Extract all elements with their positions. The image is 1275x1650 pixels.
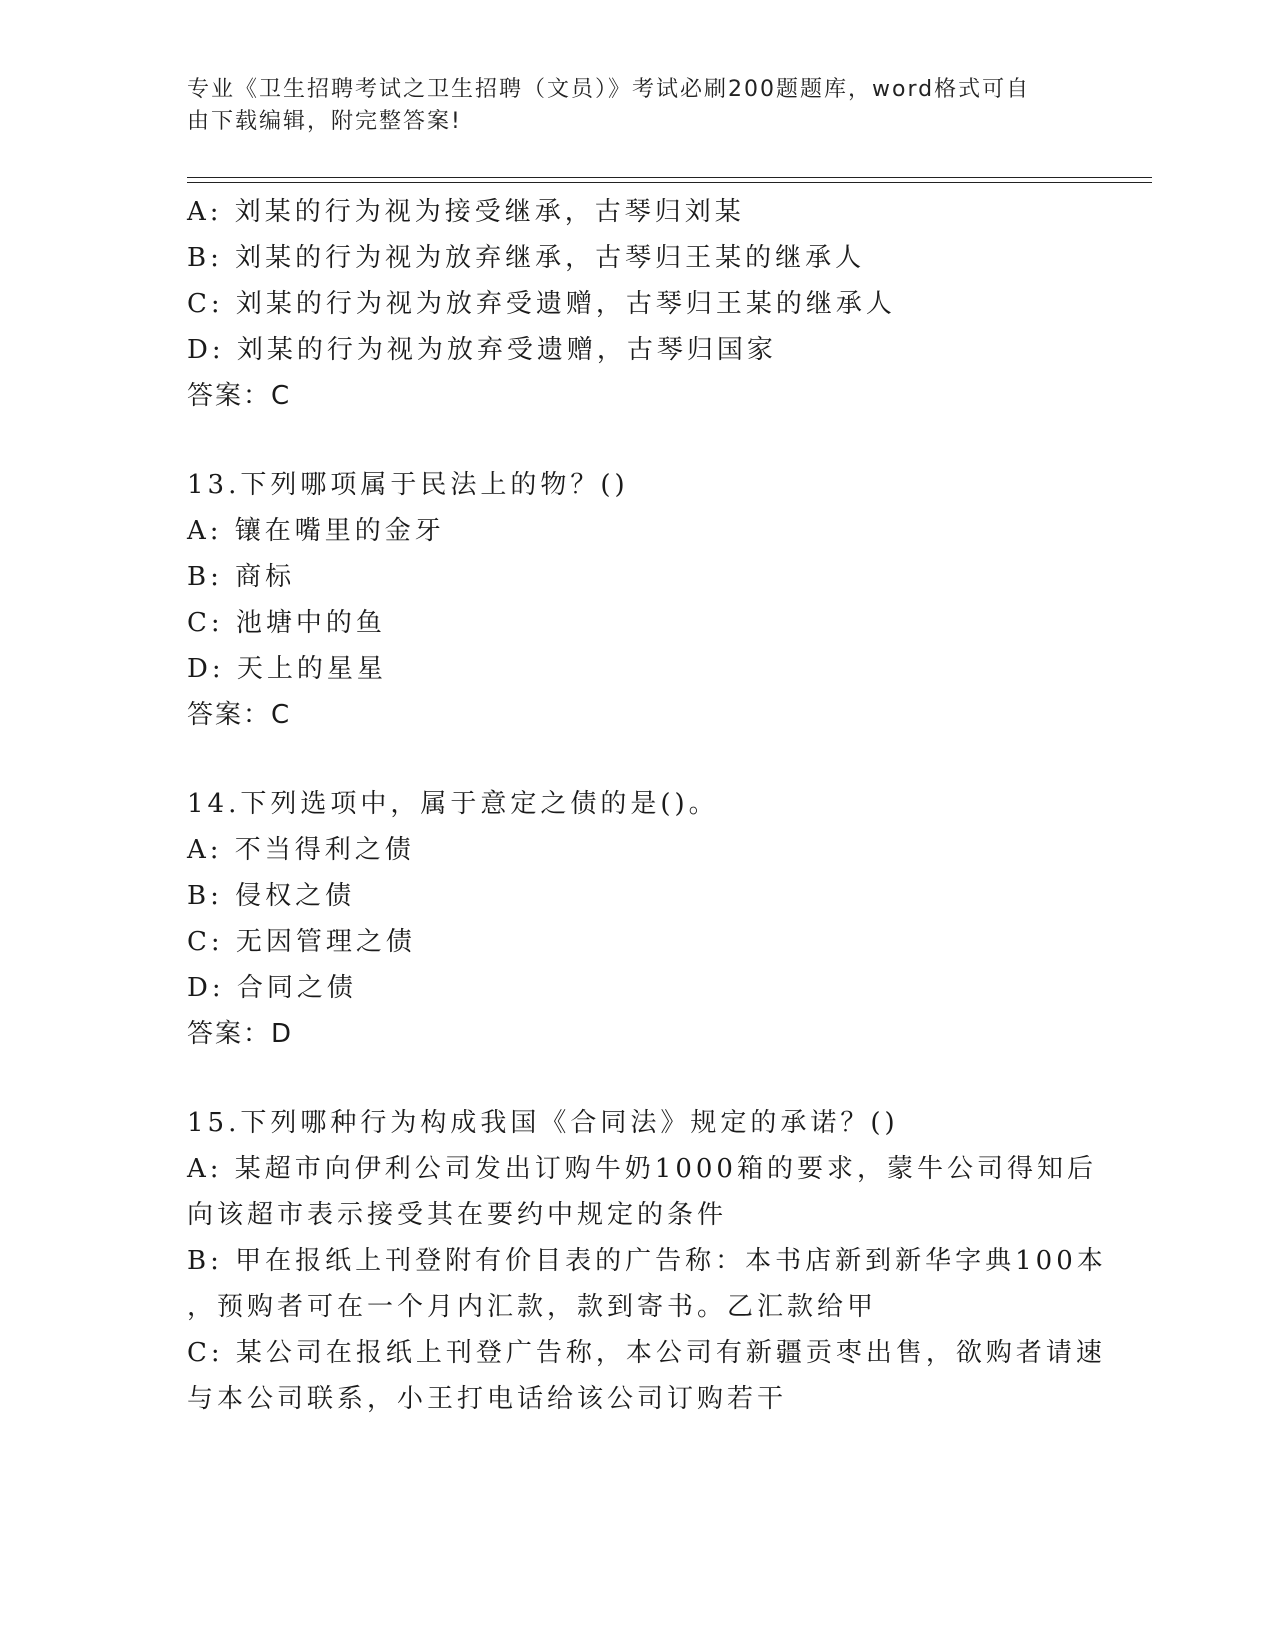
q15-question: 15.下列哪种行为构成我国《合同法》规定的承诺？() (187, 1108, 899, 1138)
q13-option-a: A: 镶在嘴里的金牙 (187, 516, 445, 546)
q12-option-a: A: 刘某的行为视为接受继承，古琴归刘某 (187, 197, 745, 227)
q13-option-d: D: 天上的星星 (187, 654, 387, 684)
q12-answer: 答案：C (187, 381, 292, 411)
question-14-block (187, 781, 1087, 1057)
q15-option-c-line-1: C: 某公司在报纸上刊登广告称，本公司有新疆贡枣出售，欲购者请速 (187, 1338, 1106, 1368)
q14-option-b: B: 侵权之债 (187, 881, 356, 911)
q12-option-b: B: 刘某的行为视为放弃继承，古琴归王某的继承人 (187, 243, 866, 273)
q14-question: 14.下列选项中，属于意定之债的是()。 (187, 789, 719, 819)
q13-answer: 答案：C (187, 700, 292, 730)
header-divider-top (187, 177, 1152, 178)
q15-option-b-line-1: B: 甲在报纸上刊登附有价目表的广告称：本书店新到新华字典100本 (187, 1246, 1107, 1276)
q14-option-c: C: 无因管理之债 (187, 927, 416, 957)
header-divider-bottom (187, 182, 1152, 183)
q12-option-c: C: 刘某的行为视为放弃受遗赠，古琴归王某的继承人 (187, 289, 896, 319)
spacer (187, 1057, 1087, 1100)
question-13-block (187, 462, 1087, 738)
header-title-line-1: 专业《卫生招聘考试之卫生招聘（文员）》考试必刷200题题库，word格式可自 (187, 77, 1031, 102)
q15-option-c-line-2: 与本公司联系，小王打电话给该公司订购若干 (187, 1384, 788, 1414)
question-list (187, 189, 1107, 1422)
q15-option-a-line-1: A: 某超市向伊利公司发出订购牛奶1000箱的要求，蒙牛公司得知后 (187, 1154, 1097, 1184)
q12-option-d: D: 刘某的行为视为放弃受遗赠，古琴归国家 (187, 335, 777, 365)
spacer (187, 419, 1087, 462)
q14-answer: 答案：D (187, 1019, 294, 1049)
q14-option-a: A: 不当得利之债 (187, 835, 415, 865)
spacer (187, 738, 1087, 781)
document-header (187, 74, 1067, 138)
q13-question: 13.下列哪项属于民法上的物？() (187, 470, 629, 500)
q15-option-a-line-2: 向该超市表示接受其在要约中规定的条件 (187, 1200, 728, 1230)
q13-option-c: C: 池塘中的鱼 (187, 608, 386, 638)
header-title-line-2: 由下载编辑，附完整答案! (187, 109, 462, 134)
question-15-block (187, 1100, 1107, 1422)
q14-option-d: D: 合同之债 (187, 973, 357, 1003)
q13-option-b: B: 商标 (187, 562, 296, 592)
question-12-block (187, 189, 1087, 419)
q15-option-b-line-2: ，预购者可在一个月内汇款，款到寄书。乙汇款给甲 (187, 1292, 878, 1322)
